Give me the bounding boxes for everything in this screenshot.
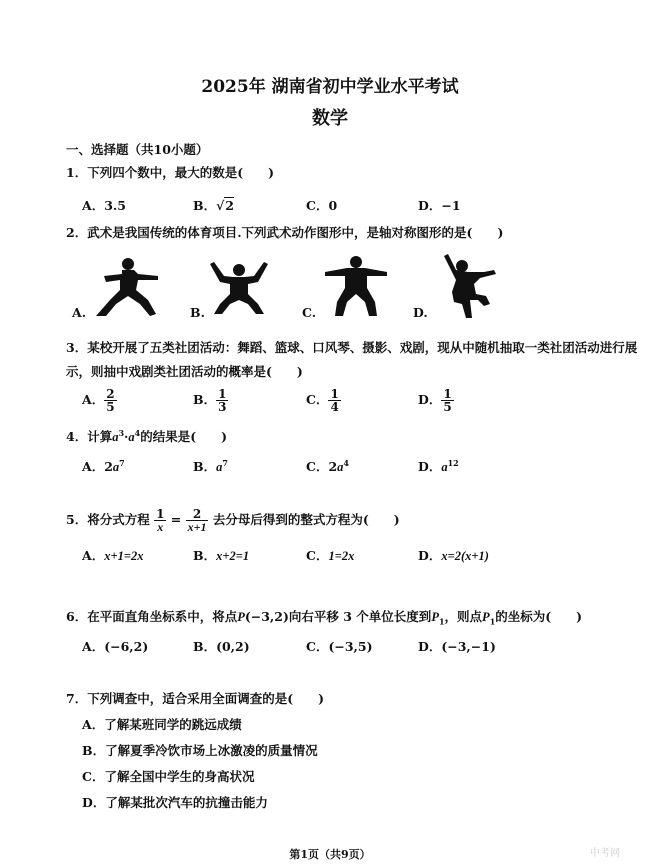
- martial-arts-figure-a: [92, 256, 164, 320]
- q6-option-b: B．(0,2): [193, 639, 250, 654]
- q7-option-d: D．了解某批次汽车的抗撞击能力: [82, 795, 268, 810]
- martial-arts-figure-b: [208, 260, 270, 318]
- question-7-stem: 7．下列调查中，适合采用全面调查的是( ): [66, 691, 325, 706]
- q1-option-c: C．0: [306, 198, 338, 213]
- q7-option-a: A．了解某班同学的跳远成绩: [82, 717, 242, 732]
- q5-option-c: C．1=2x: [306, 548, 355, 563]
- question-2-stem: 2．武术是我国传统的体育项目.下列武术动作图形中，是轴对称图形的是( ): [66, 225, 504, 240]
- q1-option-d: D．−1: [418, 198, 461, 213]
- q1-option-a: A．3.5: [82, 198, 126, 213]
- q2-option-b: B.: [190, 305, 205, 320]
- page-footer: 第1页（共9页）: [289, 848, 371, 861]
- q2-option-a: A.: [72, 305, 87, 320]
- q3-option-a: A． $\frac{2}{5}$: [82, 387, 115, 414]
- q4-option-a: A．$2a^7$: [82, 457, 125, 474]
- question-4-stem: 4．计算$a^3\cdot a^4$的结果是( ): [66, 427, 228, 444]
- q4-option-c: C．$2a^4$: [306, 457, 349, 474]
- q6-option-a: A．(−6,2): [82, 639, 149, 654]
- martial-arts-figure-d: [440, 254, 498, 320]
- watermark: 中考网: [590, 848, 620, 859]
- question-6-stem: 6．在平面直角坐标系中，将点P(−3,2)向右平移 3 个单位长度到$P_1$，则点$P_1$的坐标为( ): [66, 609, 583, 627]
- exam-title: 2025年 湖南省初中学业水平考试: [201, 77, 459, 97]
- sqrt-sign: √: [216, 198, 225, 213]
- subject-title: 数学: [312, 108, 348, 129]
- q4-option-d: D．$a^{12}$: [418, 457, 459, 474]
- question-3-stem-line2: 示，则抽中戏剧类社团活动的概率是( ): [66, 364, 303, 379]
- q2-option-d: D.: [413, 305, 428, 320]
- section-heading: 一、选择题（共10小题）: [66, 142, 209, 157]
- q3-option-b: B． $\frac{1}{3}$: [193, 387, 227, 414]
- question-3-stem-line1: 3．某校开展了五类社团活动：舞蹈、篮球、口风琴、摄影、戏剧，现从中随机抽取一类社团活动进行展: [66, 340, 638, 355]
- q3-option-d: D． $\frac{1}{5}$: [418, 387, 452, 414]
- q5-option-b: B．x+2=1: [193, 548, 250, 563]
- q7-option-b: B．了解夏季冷饮市场上冰激凌的质量情况: [82, 743, 318, 758]
- q5-option-d: D．x=2(x+1): [418, 548, 489, 563]
- q3-option-c: C． $\frac{1}{4}$: [306, 387, 339, 414]
- q5-option-a: A．x+1=2x: [82, 548, 144, 563]
- q6-option-c: C．(−3,5): [306, 639, 373, 654]
- martial-arts-figure-c: [323, 254, 389, 320]
- question-5-stem: 5．将分式方程 $\frac{1}{x}$ = $\frac{2}{x+1}$ 去分母后得到的整式方程为( ): [66, 507, 400, 534]
- q4-option-b: B．$a^7$: [193, 457, 228, 474]
- q1-option-b: B．√2: [193, 198, 234, 213]
- question-1-stem: 1．下列四个数中，最大的数是( ): [66, 165, 275, 180]
- q7-option-c: C．了解全国中学生的身高状况: [82, 769, 255, 784]
- q2-option-c: C.: [302, 305, 317, 320]
- radicand: 2: [225, 198, 234, 213]
- q6-option-d: D．(−3,−1): [418, 639, 496, 654]
